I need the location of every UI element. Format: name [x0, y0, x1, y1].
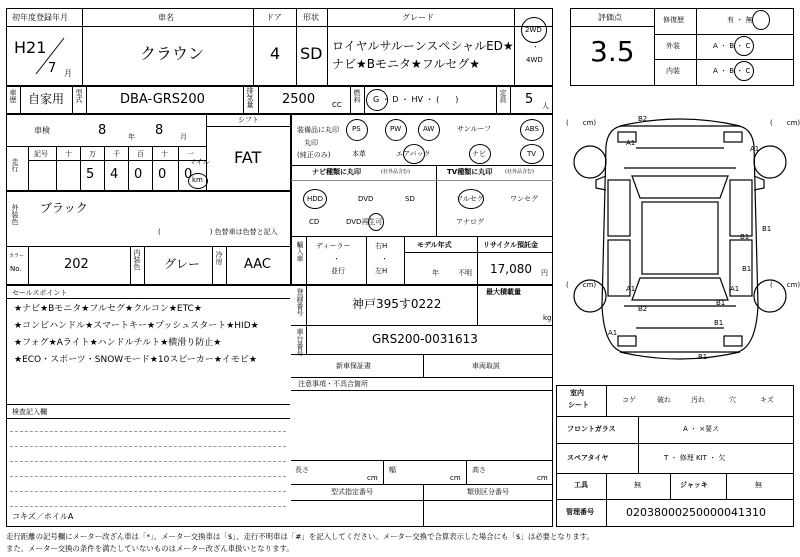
- equip-sunroof: サンルーフ: [457, 125, 492, 133]
- equip-tv: TV: [527, 150, 537, 158]
- divider: [6, 26, 553, 27]
- recycle: 17,080: [490, 262, 532, 276]
- tools-label: 工具: [574, 481, 588, 489]
- divider: [178, 146, 179, 190]
- seat-opt-1: 破れ: [657, 396, 671, 404]
- divider: [6, 246, 290, 247]
- repair-options: 有 ・ 無: [727, 16, 753, 24]
- divider: [350, 86, 351, 113]
- repair-none-circle: [752, 10, 770, 30]
- divider: [104, 146, 105, 190]
- score: 3.5: [590, 35, 635, 68]
- navi-sd: SD: [405, 195, 415, 203]
- divider: [291, 460, 553, 461]
- exterior-b-circle: [734, 36, 754, 56]
- divider: [82, 8, 83, 85]
- height-cm: cm: [537, 474, 548, 482]
- fuel-options: G ・ D ・ HV ・ ( ): [373, 95, 459, 104]
- tv-sub: (社外品含む): [505, 169, 534, 175]
- footer-line-2: また、メーター交換の条件を満たしていないものはメーター改ざん車扱いとなります。: [6, 544, 294, 553]
- width-cm: cm: [450, 474, 461, 482]
- diagram-label-a1-bl: A1: [626, 285, 636, 293]
- sales-label: セールスポイント: [12, 289, 68, 297]
- glass-label: フロントガラス: [567, 425, 616, 433]
- model: DBA-GRS200: [120, 92, 205, 107]
- divider: [366, 237, 367, 284]
- divider: [477, 237, 478, 284]
- divider: [253, 8, 254, 85]
- width-label: 幅: [389, 466, 396, 474]
- equip-airbag: エアバック: [396, 150, 431, 158]
- divider: [556, 499, 794, 500]
- km-label: km: [192, 176, 203, 184]
- fuel-label: 燃料: [353, 89, 361, 103]
- mileage-label: 走行: [11, 158, 19, 172]
- diagram-label-b1-r2: B1: [740, 233, 750, 241]
- divider: [291, 354, 553, 355]
- sales-line-2: ★コンビハンドル★スマートキー★プッシュスタート★HID★: [14, 321, 259, 331]
- diagram-label-b2-bottom: B2: [638, 305, 648, 313]
- new-warranty: 新車保証書: [336, 362, 371, 370]
- divider: [726, 474, 727, 499]
- glass-options: A ・ ×要ス: [683, 425, 720, 433]
- navi-cd: CD: [309, 218, 320, 226]
- divider: [436, 165, 437, 236]
- height-label: 高さ: [472, 466, 486, 474]
- model-year-unit: 年: [432, 269, 439, 277]
- navi-sub: (社外品含む): [381, 169, 410, 175]
- interior-color-label: 内装色: [133, 249, 141, 270]
- divider: [654, 8, 655, 86]
- equip-label: 装備品に丸印: [297, 126, 339, 134]
- grade-label: グレード: [402, 13, 434, 22]
- diagram-label-a1-b2: A1: [608, 329, 618, 337]
- class-no-label: 類別区分番号: [467, 488, 509, 496]
- equip-sub: (純正のみ): [297, 151, 331, 159]
- interior-color: グレー: [164, 257, 201, 271]
- chassis-label: 車台番号: [296, 328, 304, 356]
- equip-leather: 本革: [352, 150, 366, 158]
- digit-5: 0: [184, 167, 193, 182]
- first-reg-month: 7: [48, 61, 57, 76]
- diagram-label-b1-b3: B1: [714, 319, 724, 327]
- digit-1: 5: [86, 167, 95, 182]
- digit-2: 4: [110, 167, 119, 182]
- chassis: GRS200-0031613: [372, 332, 478, 346]
- type-label: 車歴: [9, 89, 17, 103]
- color-value: ブラック: [40, 201, 88, 215]
- kg-unit: kg: [543, 314, 552, 322]
- car-diagram: [562, 106, 798, 374]
- model-year-label: モデル年式: [417, 241, 452, 249]
- mile-label: マイル: [189, 158, 210, 166]
- color-no-label: カラー: [9, 253, 25, 259]
- color-label: 外装色: [11, 204, 19, 225]
- model-label: 型式: [75, 89, 83, 103]
- diagram-label-b1-r1: B1: [762, 225, 772, 233]
- equip-abs: ABS: [525, 125, 539, 133]
- mgmt-label: 管理番号: [566, 508, 594, 516]
- divider: [6, 298, 290, 299]
- drive-dot: ・: [532, 43, 539, 51]
- divider: [6, 404, 290, 405]
- inspection-label: 車検: [34, 126, 50, 135]
- divider: [152, 146, 153, 190]
- divider: [364, 86, 365, 113]
- divider: [556, 416, 794, 417]
- divider: [291, 236, 553, 237]
- length-label: 長さ: [295, 466, 309, 474]
- digit-header-0: 記号: [34, 150, 48, 158]
- import-label: 輸入車: [296, 241, 304, 262]
- color-note: ( ) 色替車は色替と記入: [158, 228, 278, 236]
- inspector-note: コキズ／ホイルA: [12, 512, 74, 521]
- type-no-label: 型式指定番号: [331, 488, 373, 496]
- divider: [306, 285, 307, 354]
- divider: [56, 146, 57, 190]
- sales-line-1: ★ナビ★Bモニタ★フルセグ★クルコン★ETC★: [14, 304, 202, 314]
- repair-label: 修復歴: [663, 16, 684, 24]
- divider: [306, 237, 307, 284]
- divider: [291, 484, 553, 485]
- diagram-cm-tr: ( cm): [770, 119, 800, 127]
- yen-unit: 円: [541, 269, 548, 277]
- car-name-label: 車名: [158, 13, 174, 22]
- digit-header-6: 一: [187, 150, 194, 158]
- month-unit: 月: [64, 69, 72, 78]
- sales-line-4: ★ECO・スポーツ・SNOWモード★10スピーカー★イモビ★: [14, 355, 257, 365]
- inspector-label: 検査記入欄: [12, 408, 47, 416]
- navi-hdd: HDD: [307, 195, 324, 203]
- import-dot2: ・: [381, 255, 388, 263]
- import-right-h: 右H: [375, 242, 388, 250]
- diagram-label-a1-tr: A1: [750, 145, 760, 153]
- diagram-label-a1-tl: A1: [626, 139, 636, 147]
- diagram-cm-bl: ( cm): [566, 281, 597, 289]
- equip-navi: ナビ: [472, 150, 486, 158]
- divider: [606, 385, 607, 416]
- digit-header-4: 百: [137, 150, 144, 158]
- divider: [296, 8, 297, 85]
- divider: [556, 473, 794, 474]
- digit-header-2: 万: [89, 150, 96, 158]
- shift-label: シフト: [238, 116, 259, 124]
- divider: [212, 246, 213, 284]
- divider: [6, 85, 553, 87]
- navi-dvdplay: DVD再生可: [346, 218, 383, 226]
- cc-unit: CC: [332, 101, 342, 109]
- divider: [514, 8, 515, 85]
- divider: [606, 474, 607, 527]
- inspection-month: 8: [155, 123, 164, 138]
- color-no: 202: [64, 257, 89, 272]
- divider: [130, 246, 131, 284]
- grade-line1: ロイヤルサルーンスペシャルED★: [332, 39, 514, 53]
- seat-opt-3: 穴: [729, 396, 736, 404]
- divider: [404, 237, 405, 284]
- recycle-label: リサイクル預託金: [483, 241, 539, 249]
- spare-options: T ・ 修理 KIT ・ 欠: [664, 454, 726, 462]
- divider: [28, 160, 206, 161]
- inspection-year-unit: 年: [128, 133, 135, 141]
- diagram-cm-tl: ( cm): [566, 119, 597, 127]
- inspection-month-unit: 月: [180, 133, 187, 141]
- divider: [556, 443, 794, 444]
- diagram-cm-br: ( cm): [770, 281, 800, 289]
- divider: [290, 114, 292, 284]
- divider: [670, 474, 671, 499]
- exterior-options: A ・ B ・ C: [713, 42, 751, 50]
- divider: [423, 485, 424, 527]
- first-reg-label: 初年度登録年月: [12, 13, 68, 22]
- import-dealer: ディーラー: [316, 242, 351, 250]
- divider: [404, 252, 553, 253]
- usage: 自家用: [28, 92, 65, 106]
- equip-maru: 丸印: [304, 139, 318, 147]
- persons-unit: 人: [542, 102, 549, 110]
- footer-line-1: 走行距離の記号欄にメーター改ざん車は「*」、メーター交換車は「$」、走行不明車は「#」を記入してください。メーター交換で合算表示した場合にも「$」は必要となります。: [6, 532, 594, 541]
- divider: [243, 86, 244, 113]
- tv-fullseg: フルセグ: [456, 195, 484, 203]
- divider: [291, 377, 553, 378]
- divider: [477, 285, 478, 325]
- divider: [654, 59, 794, 60]
- mgmt-no: 02038000250000041310: [626, 506, 766, 519]
- divider: [291, 325, 553, 326]
- shift: FAT: [234, 148, 262, 167]
- digit-header-3: 千: [113, 150, 120, 158]
- divider: [327, 8, 328, 85]
- seat-label: 室内: [570, 389, 584, 397]
- seat-opt-4: キズ: [760, 396, 774, 404]
- inspection-year: 8: [98, 123, 107, 138]
- ac-label: 冷房: [215, 251, 223, 265]
- divider: [6, 284, 553, 286]
- diagram-label-b1-r3: B1: [742, 265, 752, 273]
- diagram-label-a1-br: A1: [730, 285, 740, 293]
- divider: [654, 34, 794, 35]
- navi-label: ナビ種類に丸印: [312, 168, 361, 176]
- interior-b-circle: [734, 61, 754, 81]
- divider: [466, 460, 467, 484]
- divider: [258, 86, 259, 113]
- seat-label-2: シート: [568, 401, 589, 409]
- divider: [206, 126, 290, 127]
- equip-ps: PS: [352, 125, 361, 133]
- door-label: ドア: [266, 13, 282, 22]
- divider: [28, 246, 29, 284]
- diagram-label-b1-l: B1: [716, 299, 726, 307]
- divider: [423, 355, 424, 377]
- displacement: 2500: [282, 92, 316, 107]
- digit-4: 0: [158, 167, 167, 182]
- jack-value: 無: [755, 481, 762, 489]
- divider: [696, 8, 697, 86]
- capacity-label: 定員: [499, 89, 507, 103]
- shape: SD: [300, 44, 323, 63]
- manual: 車両取説: [472, 362, 500, 370]
- model-year-unknown: 不明: [458, 269, 472, 277]
- divider: [80, 146, 81, 190]
- seat-opt-0: コゲ: [622, 396, 636, 404]
- diagram-label-b2-top: B2: [638, 115, 648, 123]
- import-parallel: 並行: [331, 267, 345, 275]
- divider: [383, 460, 384, 484]
- reg-label: 登録番号: [296, 288, 304, 316]
- divider: [144, 246, 145, 284]
- sales-line-3: ★フォグ★Aライト★ハンドルチルト★横滑り防止★: [14, 338, 222, 348]
- interior-label: 内装: [666, 67, 680, 75]
- seat-opt-2: 汚れ: [691, 396, 705, 404]
- divider: [28, 146, 29, 190]
- divider: [6, 190, 290, 192]
- drive-2wd: 2WD: [525, 26, 542, 34]
- exterior-label: 外装: [666, 42, 680, 50]
- import-dot1: ・: [333, 255, 340, 263]
- interior-options: A ・ B ・ C: [713, 67, 751, 75]
- reg-value: 神戸395す0222: [352, 297, 442, 311]
- import-left-h: 左H: [375, 267, 388, 275]
- car-name: クラウン: [140, 44, 205, 63]
- ac: AAC: [244, 257, 271, 272]
- score-label: 評価点: [598, 13, 622, 22]
- digit-header-1: 十: [65, 150, 72, 158]
- divider: [128, 146, 129, 190]
- drive-4wd: 4WD: [526, 56, 543, 64]
- divider: [291, 390, 553, 391]
- displacement-label: 排気量: [246, 87, 254, 108]
- shape-label: 形状: [303, 13, 319, 22]
- divider: [6, 113, 553, 115]
- doors: 4: [270, 44, 281, 63]
- divider: [291, 500, 553, 501]
- diagram-label-b1-b4: B1: [698, 353, 708, 361]
- equip-aw: AW: [423, 125, 435, 133]
- divider: [226, 246, 227, 284]
- spare-label: スペアタイヤ: [567, 454, 609, 462]
- divider: [72, 86, 73, 113]
- divider: [86, 86, 87, 113]
- first-reg-era: H21: [14, 38, 47, 57]
- divider: [20, 86, 21, 113]
- navi-dvd: DVD: [358, 195, 374, 203]
- divider: [496, 86, 497, 113]
- digit-3: 0: [134, 167, 143, 182]
- digit-header-5: 十: [161, 150, 168, 158]
- capacity: 5: [525, 92, 534, 107]
- divider: [6, 146, 206, 147]
- equip-pw: PW: [390, 125, 402, 133]
- tv-label: TV種類に丸印: [447, 168, 493, 176]
- color-no-label2: No.: [10, 265, 22, 273]
- grade-line2: ナビ★Bモニタ★フルセグ★: [332, 57, 481, 71]
- notes-label: 注意事項・不具合箇所: [298, 380, 368, 388]
- divider: [291, 180, 553, 181]
- tv-analog: アナログ: [456, 218, 484, 226]
- divider: [638, 417, 639, 473]
- tools-value: 無: [634, 481, 641, 489]
- jack-label: ジャッキ: [680, 481, 708, 489]
- max-load-label: 最大積載量: [486, 288, 521, 296]
- divider: [510, 86, 511, 113]
- length-cm: cm: [367, 474, 378, 482]
- tv-oneseg: ワンセグ: [510, 195, 538, 203]
- divider: [291, 165, 553, 166]
- divider: [570, 26, 654, 27]
- divider: [6, 418, 290, 419]
